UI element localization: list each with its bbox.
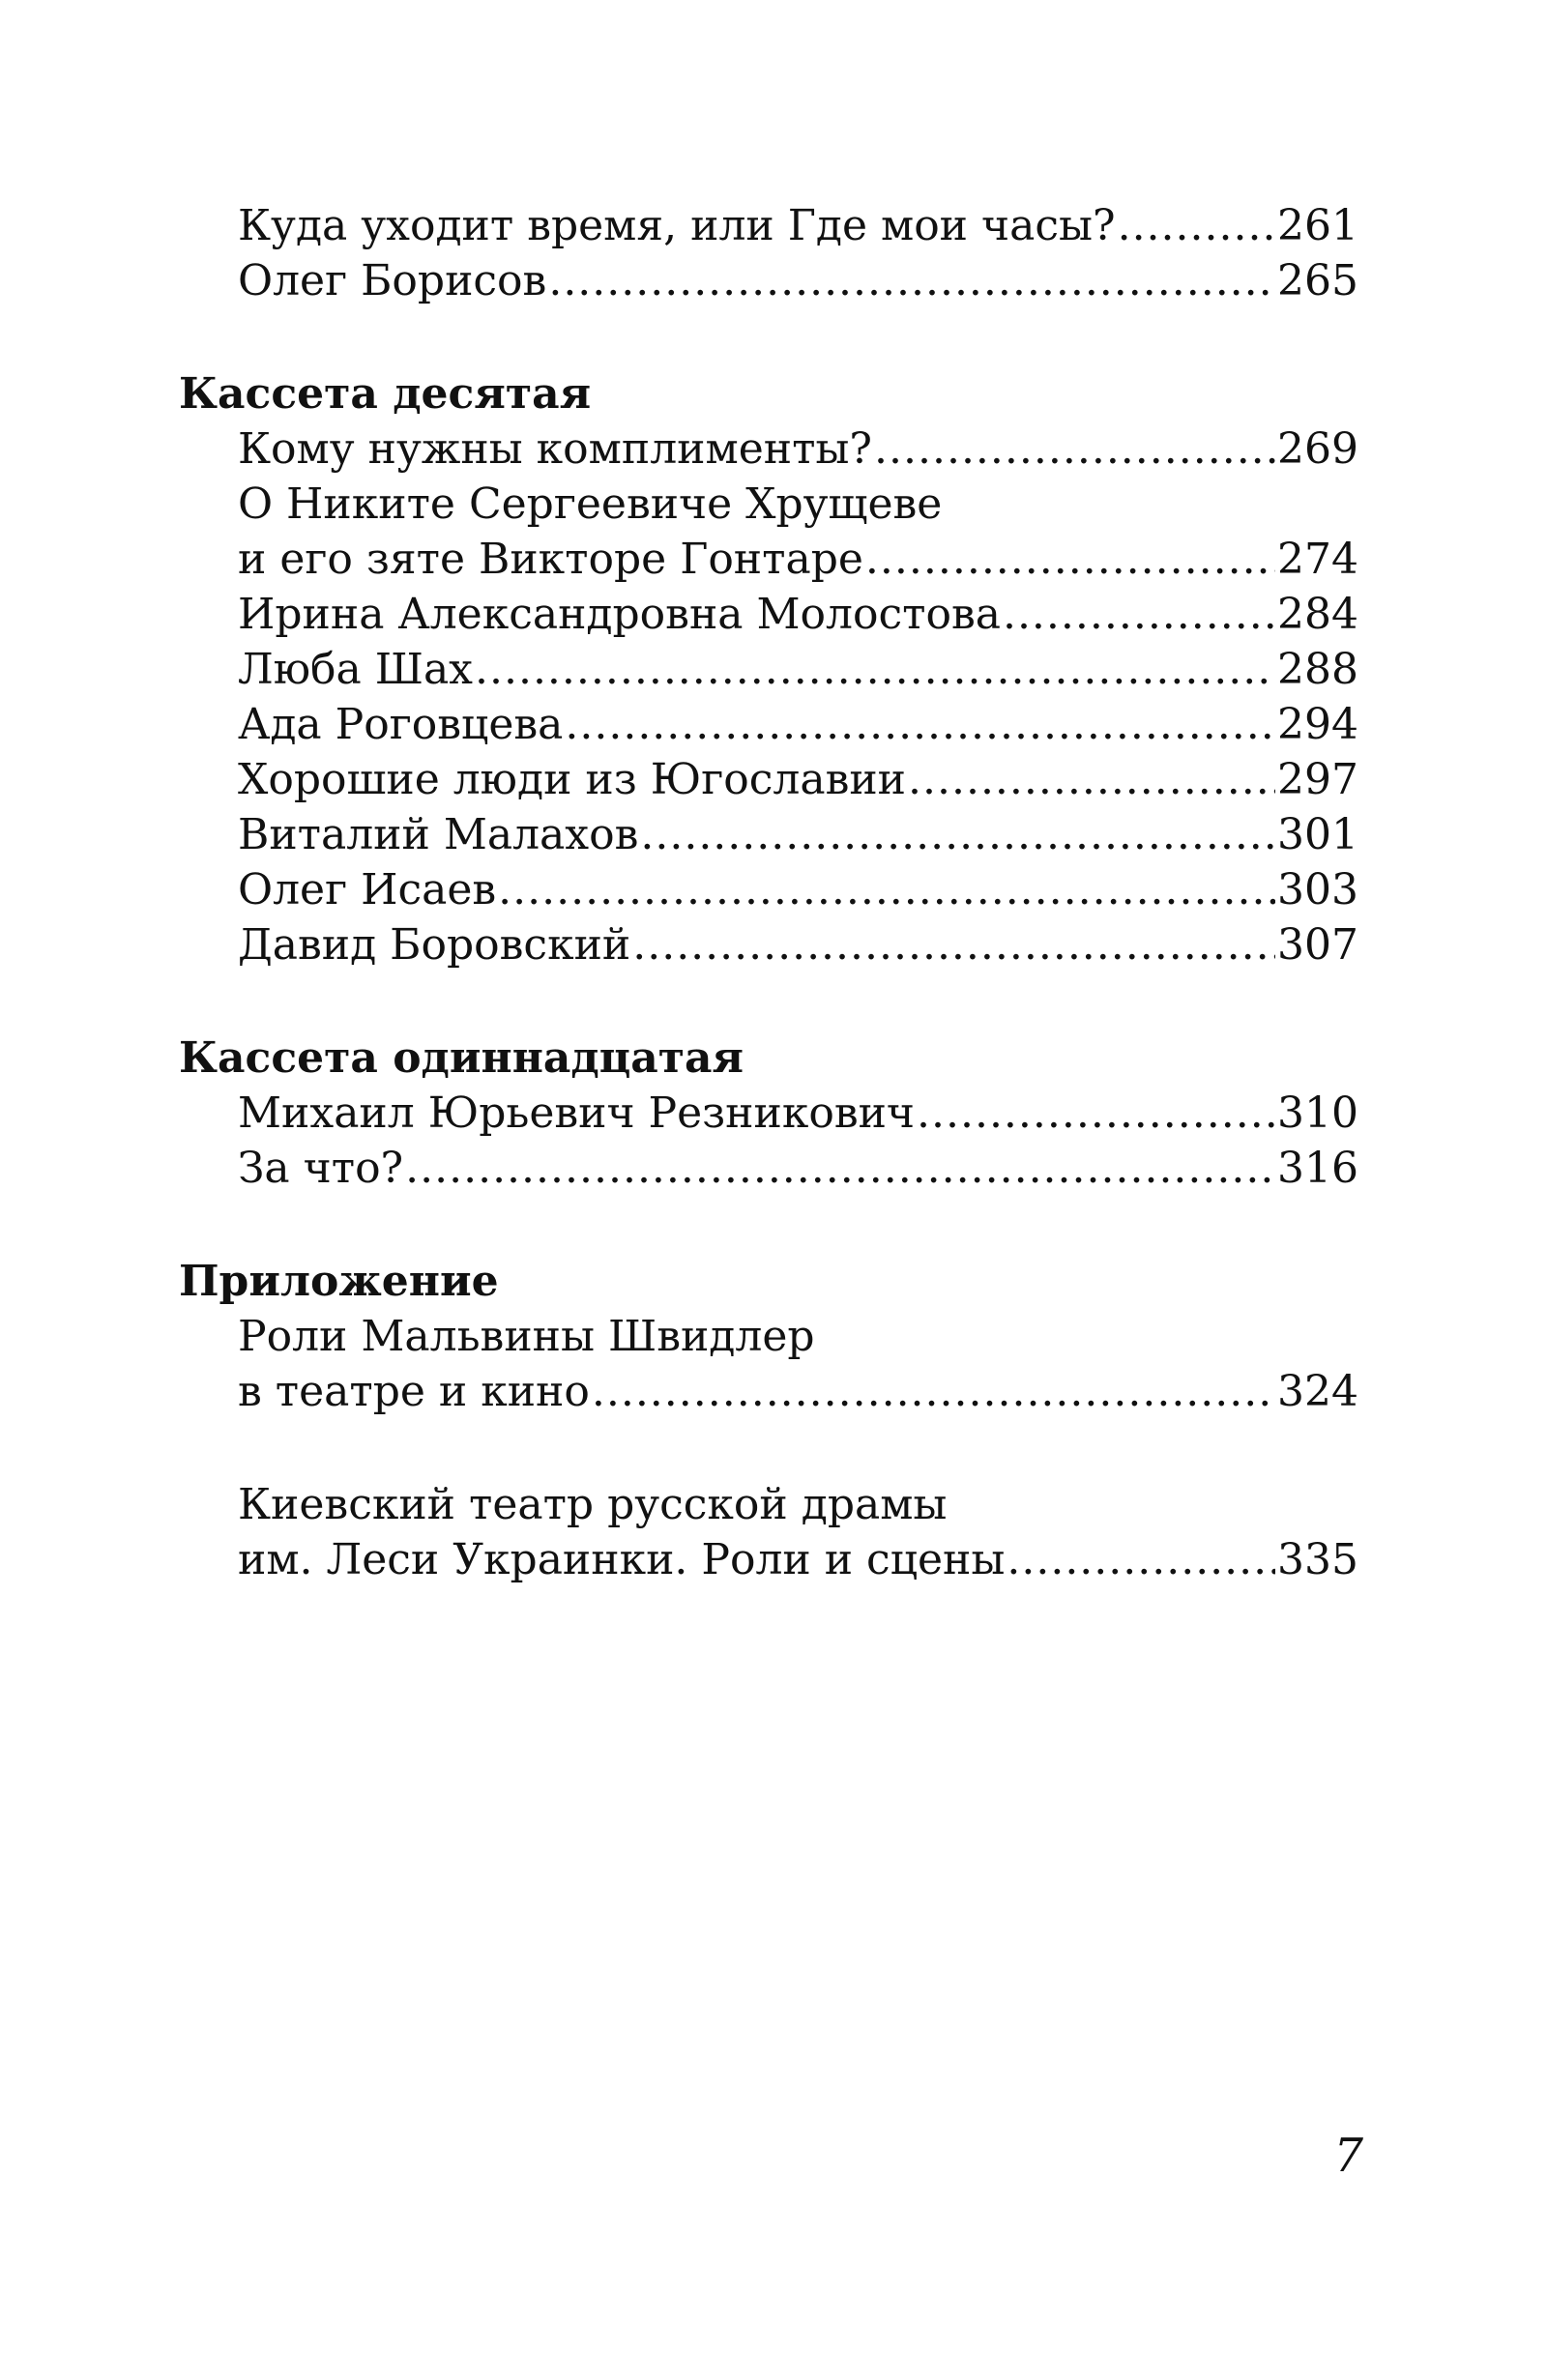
dot-leader — [917, 1086, 1275, 1141]
toc-entry — [238, 587, 1358, 642]
dot-leader — [632, 917, 1275, 972]
dot-leader — [475, 642, 1275, 697]
toc-entry — [238, 917, 1358, 972]
toc-entry — [238, 477, 1358, 587]
toc-entry — [238, 862, 1358, 917]
entry-title: Куда уходит время, или Где мои часы? — [238, 201, 1116, 250]
entry-title: Олег Исаев — [238, 865, 497, 914]
dot-leader — [548, 253, 1275, 308]
toc-entry — [238, 198, 1358, 253]
entry-title: Олег Борисов — [238, 256, 547, 305]
entry-title: Ирина Александровна Молостова — [238, 590, 1001, 639]
entry-page-number: 335 — [1277, 1535, 1358, 1584]
dot-leader — [405, 1141, 1275, 1196]
entry-title: За что? — [238, 1144, 404, 1193]
toc-entry — [238, 1086, 1358, 1141]
toc-entry — [238, 752, 1358, 807]
entry-title: в театре и кино — [238, 1367, 590, 1416]
entry-title: им. Леси Украинки. Роли и сцены — [238, 1535, 1006, 1584]
dot-leader — [640, 807, 1275, 862]
toc-entry — [238, 1477, 1358, 1587]
dot-leader — [1003, 587, 1275, 642]
dot-leader — [908, 752, 1275, 807]
toc-entry — [238, 1141, 1358, 1196]
toc-entry — [238, 807, 1358, 862]
entry-page-number: 261 — [1277, 201, 1358, 250]
entry-page-number: 307 — [1277, 920, 1358, 970]
table-of-contents — [179, 198, 1358, 1587]
dot-leader — [592, 1364, 1275, 1419]
entry-title: Давид Боровский — [238, 920, 631, 970]
entry-title: Михаил Юрьевич Резникович — [238, 1088, 916, 1138]
entry-page-number: 316 — [1277, 1144, 1358, 1193]
dot-leader — [1118, 198, 1275, 253]
entry-page-number: 294 — [1277, 700, 1358, 749]
section-title: Кассета одиннадцатая — [179, 1033, 744, 1083]
entry-title-line: Роли Мальвины Швидлер — [238, 1312, 815, 1361]
entry-title: Кому нужны комплименты? — [238, 424, 873, 474]
toc-entry — [238, 421, 1358, 477]
dot-leader — [865, 532, 1275, 587]
dot-leader — [1007, 1532, 1275, 1587]
entry-page-number: 297 — [1277, 755, 1358, 804]
toc-entry — [238, 642, 1358, 697]
entry-page-number: 288 — [1277, 645, 1358, 694]
toc-entry — [238, 253, 1358, 308]
entry-page-number: 324 — [1277, 1367, 1358, 1416]
entry-page-number: 274 — [1277, 535, 1358, 584]
section-title: Кассета десятая — [179, 369, 592, 419]
entry-page-number: 284 — [1277, 590, 1358, 639]
entry-page-number: 303 — [1277, 865, 1358, 914]
entry-page-number: 269 — [1277, 424, 1358, 474]
toc-entry — [238, 697, 1358, 752]
toc-entry — [238, 1309, 1358, 1419]
entry-title: и его зяте Викторе Гонтаре — [238, 535, 863, 584]
entry-title: Виталий Малахов — [238, 810, 639, 859]
dot-leader — [874, 421, 1275, 477]
entry-title: Хорошие люди из Югославии — [238, 755, 907, 804]
page-number: 7 — [1333, 2129, 1363, 2183]
dot-leader — [498, 862, 1275, 917]
entry-title-line: О Никите Сергеевиче Хрущеве — [238, 479, 943, 529]
dot-leader — [565, 697, 1275, 752]
entry-title: Ада Роговцева — [238, 700, 564, 749]
entry-page-number: 310 — [1277, 1088, 1358, 1138]
entry-title-line: Киевский театр русской драмы — [238, 1480, 948, 1529]
entry-title: Люба Шах — [238, 645, 473, 694]
entry-page-number: 301 — [1277, 810, 1358, 859]
section-title: Приложение — [179, 1257, 499, 1306]
entry-page-number: 265 — [1277, 256, 1358, 305]
